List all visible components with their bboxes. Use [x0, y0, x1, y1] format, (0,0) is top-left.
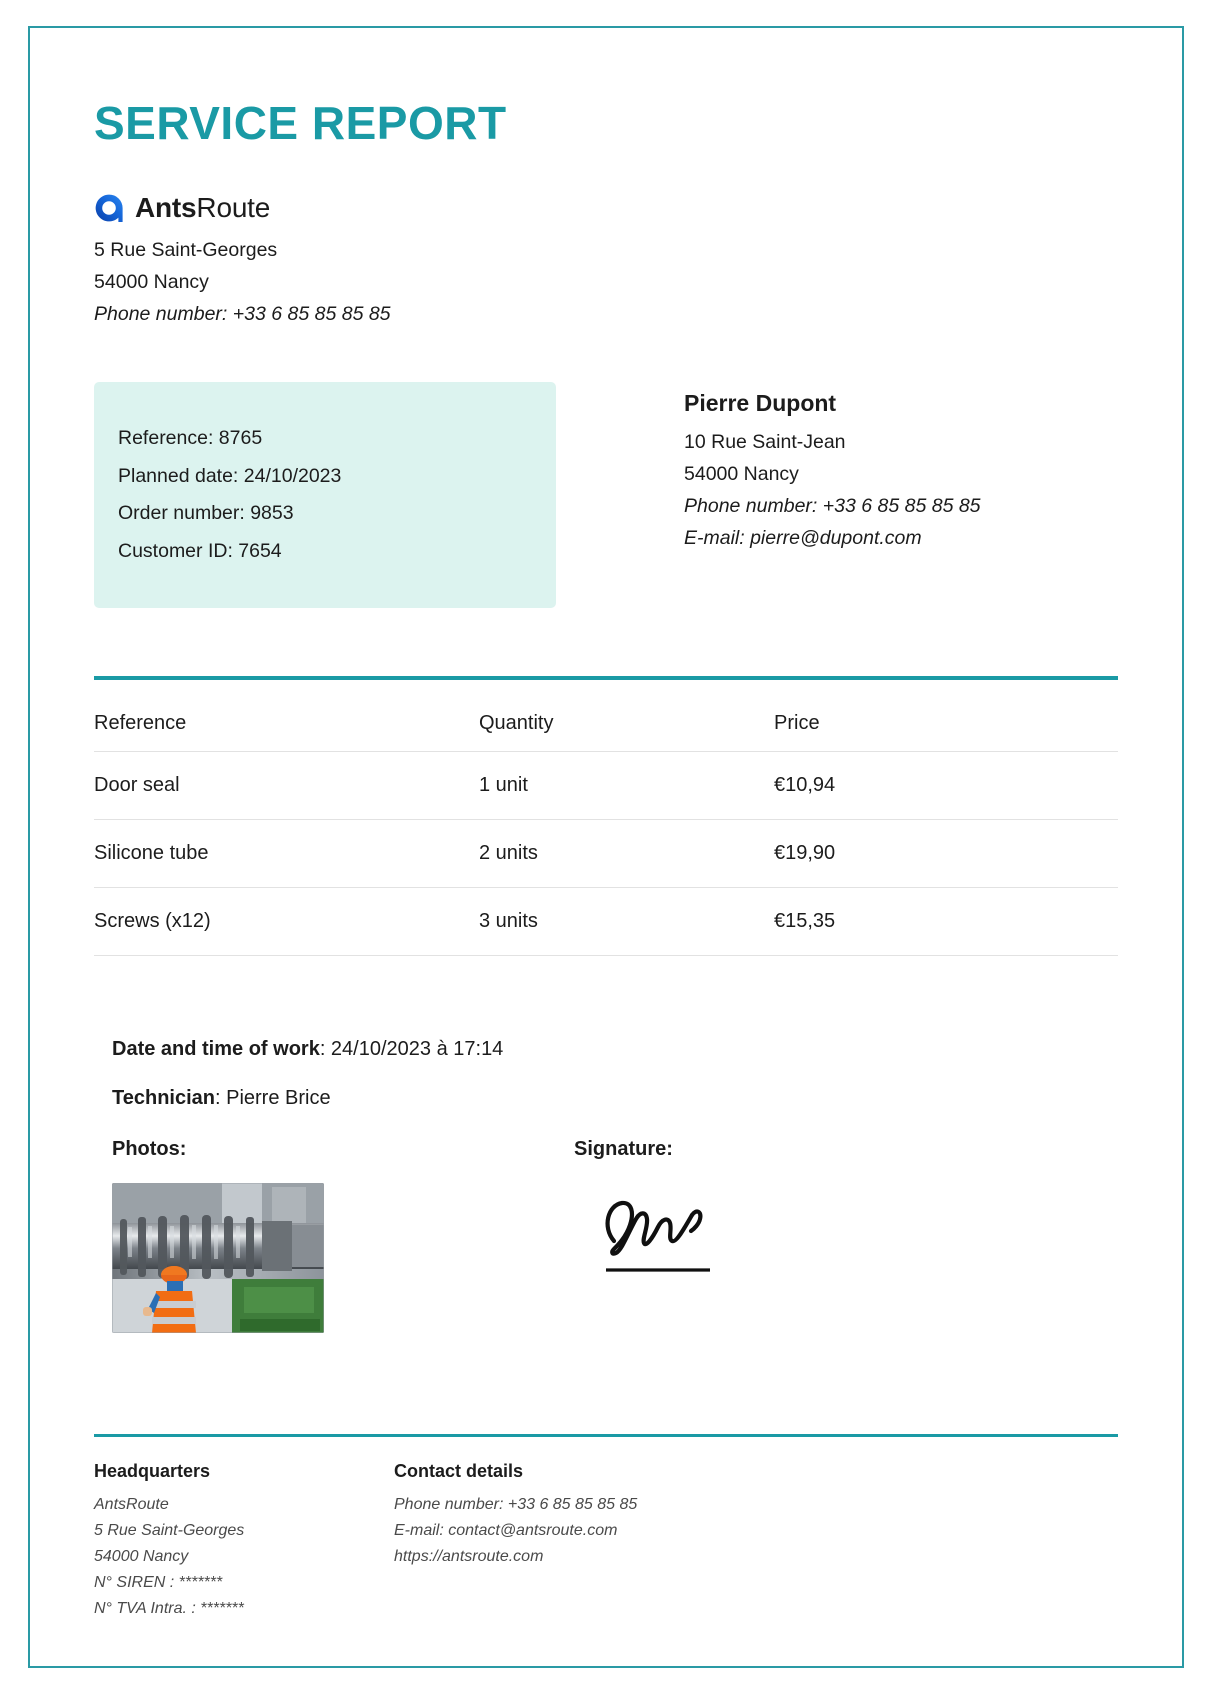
customer-email: E-mail: pierre@dupont.com [684, 526, 922, 549]
antsroute-logo-icon [94, 193, 124, 223]
headquarters-heading: Headquarters [94, 1461, 211, 1482]
cell-quantity: 2 units [479, 820, 774, 888]
cell-quantity: 3 units [479, 888, 774, 956]
table-row [94, 888, 1118, 956]
customer-phone: Phone number: +33 6 85 85 85 85 [684, 494, 981, 517]
customer-address-line1: 10 Rue Saint-Jean [684, 431, 846, 454]
job-planned-date: Planned date: 24/10/2023 [118, 464, 342, 487]
company-name [135, 192, 270, 224]
company-phone: Phone number: +33 6 85 85 85 85 [94, 302, 391, 325]
contact-heading: Contact details [394, 1461, 524, 1482]
header-quantity: Quantity [479, 684, 774, 752]
signature-label: Signature: [574, 1138, 673, 1161]
footer-divider [94, 1434, 1118, 1437]
signature-area[interactable] [574, 1183, 1118, 1278]
table-header-row [94, 684, 1118, 752]
photos-label: Photos: [112, 1138, 187, 1161]
parts-table [94, 684, 1118, 956]
photos-block [112, 1138, 574, 1333]
cell-price: €15,35 [774, 888, 1118, 956]
cell-quantity: 1 unit [479, 752, 774, 820]
document-footer [94, 1434, 1118, 1622]
company-address-line1: 5 Rue Saint-Georges [94, 239, 278, 261]
job-reference: Reference: 8765 [118, 427, 263, 450]
table-row [94, 752, 1118, 820]
contact-website[interactable]: https://antsroute.com [394, 1548, 544, 1566]
cell-reference: Door seal [94, 752, 479, 820]
work-datetime-value: : 24/10/2023 à 17:14 [319, 1038, 504, 1061]
job-customer-id: Customer ID: 7654 [118, 539, 282, 562]
customer-name: Pierre Dupont [684, 390, 837, 417]
work-details [94, 1038, 1118, 1110]
document-frame [28, 26, 1184, 1668]
section-divider [94, 676, 1118, 680]
customer-address-line2: 54000 Nancy [684, 463, 799, 486]
cell-price: €19,90 [774, 820, 1118, 888]
table-row [94, 820, 1118, 888]
cell-reference: Silicone tube [94, 820, 479, 888]
signature-block [574, 1138, 1118, 1333]
header-reference: Reference [94, 684, 479, 752]
hq-line-siren: N° SIREN : ******* [94, 1574, 223, 1592]
job-info-box [94, 382, 556, 608]
customer-details [556, 382, 1118, 554]
signature-icon [592, 1183, 722, 1278]
work-datetime [112, 1038, 1118, 1061]
work-technician-value: : Pierre Brice [215, 1087, 331, 1110]
work-photo-thumbnail[interactable] [112, 1183, 324, 1333]
hq-line: 54000 Nancy [94, 1548, 189, 1566]
contact-email: E-mail: contact@antsroute.com [394, 1522, 618, 1540]
contact-phone: Phone number: +33 6 85 85 85 85 [394, 1496, 638, 1514]
company-logo [94, 192, 1118, 224]
hq-line-tva: N° TVA Intra. : ******* [94, 1600, 244, 1618]
hq-line: 5 Rue Saint-Georges [94, 1522, 245, 1540]
cell-price: €10,94 [774, 752, 1118, 820]
cell-reference: Screws (x12) [94, 888, 479, 956]
footer-contact [394, 1461, 1118, 1622]
work-datetime-label: Date and time of work [112, 1038, 320, 1061]
company-name-light: Route [196, 192, 271, 223]
info-section [94, 382, 1118, 608]
page-title: SERVICE REPORT [94, 97, 507, 149]
work-technician-label: Technician [112, 1087, 215, 1110]
media-section [94, 1138, 1118, 1333]
hq-line: AntsRoute [94, 1496, 169, 1514]
work-technician [112, 1087, 1118, 1110]
job-order-number: Order number: 9853 [118, 502, 294, 525]
footer-headquarters [94, 1461, 394, 1622]
company-address [94, 235, 1118, 330]
header-price: Price [774, 684, 1118, 752]
company-name-bold: Ants [135, 192, 197, 223]
company-address-line2: 54000 Nancy [94, 270, 209, 293]
